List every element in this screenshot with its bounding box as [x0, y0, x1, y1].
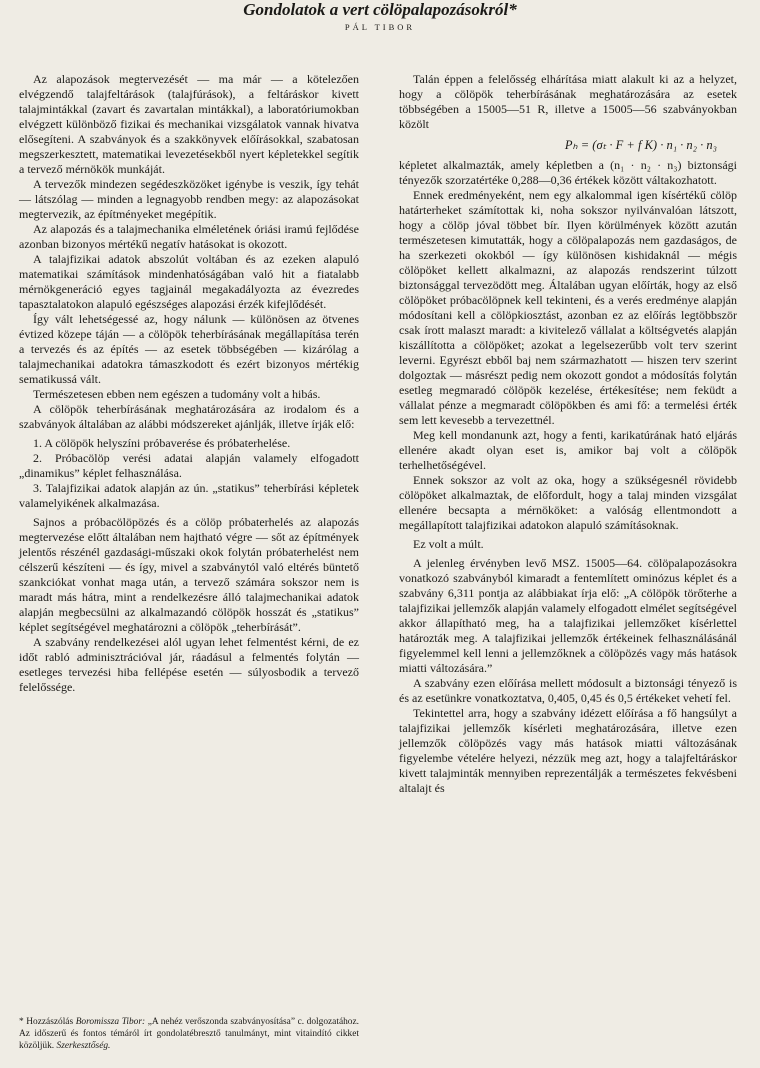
formula: Pₕ = (σₜ · F + f K) · n₁ · n₂ · n₃ [564, 138, 717, 152]
paragraph: A tervezők mindezen segédeszközöket igénybe is veszik, így tehát — látszólag — minden a legnagyobb rendben megy: az alapozásokat megtervezik, az építményeket megépítik. [19, 177, 359, 221]
paragraph: A talajfizikai adatok abszolút voltában és az ezeken alapuló matematikai számítások mindenhatóságában való hit a fiatalabb mérnökgeneráció egyes tagjainál megakadályozta az évezredes tapasztalatokon alapuló egészséges alapozási érzék kifejlődését. [19, 252, 359, 311]
paragraph: Sajnos a próbacölöpözés és a cölöp próbaterhelés az alapozás megtervezése előtt általában nem hajtható végre — sőt az építmények jelentős részénél gazdasági-műszaki okok folytán próbaterhelést nem célszerű készíteni — és így, mivel a szabványtól való eltérés büntető szankciókat vonhat maga után, a tervező számára sokszor nem is maradt más hátra, mint a rendelkezésre álló talajmechanikai adatok alapján megbecsülni az alkalmazandó cölöpök hosszát és „statikus” képlet segítségével meghatározni a cölöpök „teherbírását”. [19, 515, 359, 634]
paragraph: Ennek sokszor az volt az oka, hogy a szükségesnél rövidebb cölöpöket alkalmaztak, de előfordult, hogy a talaj minden vizsgálat ellenére becsapta a mérnököket: a valóság ellentmondott a megállapított talajfizikai adatokon alapuló számításoknak. [399, 473, 737, 532]
paragraph: A szabvány ezen előírása mellett módosult a biztonsági tényező is és az esetünkre vonatkoztatva, 0,405, 0,45 és 0,5 értékeket vehetí fel. [399, 676, 737, 705]
paragraph: képletet alkalmazták, amely képletben a (n₁ · n₂ · n₃) biztonsági tényezők szorzatértéke 0,288—0,36 értékek között váltakozhatott. [399, 158, 737, 187]
list-item: 1. A cölöpök helyszíni próbaverése és próbaterhelése. [33, 436, 291, 450]
list-item: 3. Talajfizikai adatok alapján az ún. „statikus” teherbírási képletek valamelyikének alkalmazása. [19, 481, 359, 510]
paragraph: Meg kell mondanunk azt, hogy a fenti, karikatúrának ható eljárás ellenére akadt olyan eset is, amikor baj volt a cölöpök terhelhetőségével. [399, 428, 737, 472]
article-author: PÁL TIBOR [344, 22, 416, 32]
footnote-signature: Szerkesztőség. [56, 1041, 111, 1051]
paragraph: A jelenleg érvényben levő MSZ. 15005—64. cölöpalapozásokra vonatkozó szabványból kimaradt a fentemlített ominózus képlet és a szabvány 6,311 pontja az alábbiakat írja elő: „A cölöpök törőterhe a talajfizikai jellemzők alapján valamely elfogadott elmélet segítségével akkor állapítható meg, ha a talajfizikai jellemzőket kísérlettel határozták meg. A talajfizikai jellemzők értékeinek felhasználásánál figyelemmel kell lenni a jellemzőknek a cölöpözés vagy más hatások miatti változására.” [399, 556, 737, 675]
paragraph: Ennek eredményeként, nem egy alkalommal igen kísértékű cölöp határterheket számítottak ki, noha sokszor nyilvánvalóan látszott, hogy a cölöp jóval többet bír. Ilyen körülmények között azután természetesen kimutatták, hogy a cölöpalapozás nem gazdaságos, de ha szerkezeti okokból — így különösen kishidaknál — mégis cölöpöket kellett alkalmazni, az alapozás rendszerint túlzott biztonsággal tervezödött meg. Általában ugyan előírták, hogy az első cölöpöket próbacölöpnek kell tekinteni, és a verés eredménye alapján módosítani kell a cölöpkiosztást, azonban ez az előírás legtöbbször csak írott malaszt maradt: a kivitelező vállalat a költségvetés alapján kiszállította a cölöpöket; azokat a legelsezerűbb volt terv szerint leverni. Egyrészt ebből baj nem származhatott — hiszen terv szerint dolgoztak — másrészt pedig nem okozott gondot a módosítás folytán esetleg megmaradó cölöpök kezelése, értékesítése; nem feküdt a vállalat pénze a megmaradt cölöpökben és ami fő: a termelési érték sem lett kevesebb a tervezettnél. [399, 188, 737, 427]
paragraph: Tekintettel arra, hogy a szabvány idézett előírása a fő hangsúlyt a talajfizikai jellemzők kísérleti meghatározására, illetve ezen jellemzők cölöpözés vagy más hatások miatti változásának figyelembe vételére helyezi, nézzük meg azt, hogy a talajfeltáráskor kivett talajminták mennyiben reprezentálják a természetes fekvésbeni altalajt és [399, 706, 737, 795]
left-column [19, 72, 359, 695]
paragraph: Az alapozás és a talajmechanika elméletének óriási iramú fejlődése azonban bizonyos mértékű negatív hatásokat is okozott. [19, 222, 359, 251]
article-title: Gondolatok a vert cölöpalapozásokról* [243, 0, 517, 19]
footnote-author: Boromissza Tibor: [75, 1017, 146, 1027]
footnote-body: „A nehéz verőszonda szabványosítása” c. dolgozatához. Az időszerű és fontos témáról írt gondolatébresztő tanulmányt, mint vitaindító cikket közöljük. [19, 1017, 359, 1051]
paragraph: Ez volt a múlt. [413, 537, 484, 551]
right-column [399, 72, 737, 796]
paragraph: Az alapozások megtervezését — ma már — a kötelezően elvégzendő talajfeltárások (talajfúrások), a feltáráskor kivett talajmintákkal (zavart és zavartalan mintákkal), a laboratóriumokban elvégzett különböző fizikai és mechanikai vizsgálatok vannak hivatva elősegíteni. A szabványok és a szakkönyvek előírásokkal, szabatosan megszerkesztett, matematikai levezetésekből nyert képletekkel segítik a tervező mérnökök munkáját. [19, 72, 359, 176]
footnote-prefix: * Hozzászólás [19, 1017, 76, 1027]
footnote [19, 1016, 359, 1052]
list-item: 2. Próbacölöp verési adatai alapján valamely elfogadott „dinamikus” képlet felhasználása. [19, 451, 359, 480]
paragraph: Így vált lehetségessé az, hogy nálunk — különösen az ötvenes évtized közepe táján — a cölöpök teherbírásának megállapítása terén a tervezés és az építés — az esetek többségében — kizárólag a talajmechanikai adatokra támaszkodott és ezért bizonyos mértékig sematikussá vált. [19, 312, 359, 386]
paragraph: A szabvány rendelkezései alól ugyan lehet felmentést kérni, de ez időt rabló adminisztrációval jár, ráadásul a felmentés folytán — esetleges tervezési hiba fellépése esetén — súlyosbodik a tervező felelőssége. [19, 635, 359, 694]
paragraph: Természetesen ebben nem egészen a tudomány volt a hibás. [33, 387, 321, 401]
paragraph: A cölöpök teherbírásának meghatározására az irodalom és a szabványok általában az alábbi módszereket ajánlják, illetve írják elő: [19, 402, 359, 431]
paragraph: Talán éppen a felelősség elhárítása miatt alakult ki az a helyzet, hogy a cölöpök teherbírásának meghatározására az esetek többségében a 15005—51 R, illetve a 15005—56 szabványokban közölt [399, 72, 737, 131]
